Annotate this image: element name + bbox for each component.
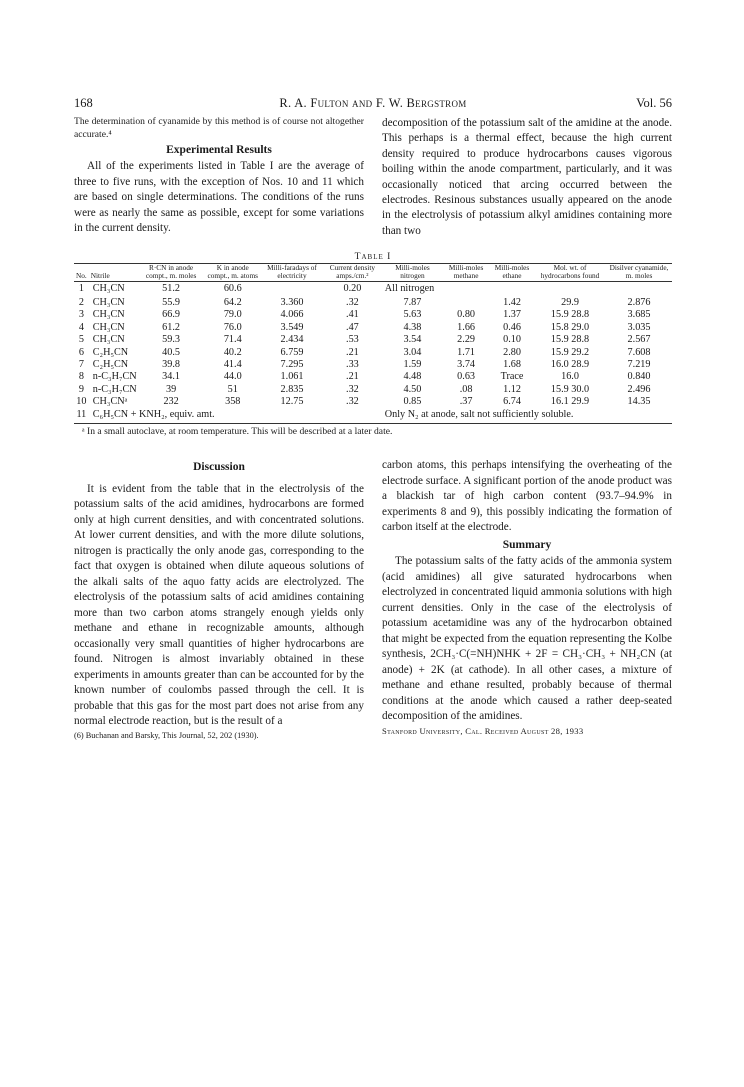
table-cell: 0.20 [343, 283, 362, 295]
table-cell: 10 [76, 396, 87, 408]
table-cell: .33 [346, 358, 359, 370]
table-cell: 61.2 [162, 321, 180, 333]
table-cell: 0.840 [627, 371, 651, 383]
column-header: R·CN in anode compt., m. moles [145, 263, 197, 280]
table-cell: n-C₃H₇CN [92, 371, 137, 383]
table-cell: 6.759 [280, 346, 304, 358]
table-cell: 2.29 [457, 334, 475, 346]
table-cell: 66.9 [162, 309, 180, 321]
table-cell [490, 282, 534, 297]
table-cell: 39 [165, 383, 177, 395]
table-cell: 3.74 [457, 358, 475, 370]
table-cell: 2.496 [627, 383, 651, 395]
table-cell: 15.9 28.8 [550, 309, 590, 321]
table-cell: 0.80 [457, 309, 475, 321]
table-cell: 2.80 [503, 346, 521, 358]
table-cell: 0.10 [503, 334, 521, 346]
table-cell [442, 282, 490, 297]
table-cell: 1.66 [457, 321, 475, 333]
table-cell: All nitrogen [384, 283, 435, 295]
table-cell: 1.59 [403, 358, 422, 370]
tar-paragraph: carbon atoms, this perhaps intensifying the overheating of the electrode surface. A significant portion of the anode product was a blackish tar of high carbon content (93.7–94.9% in experiments 8 and 9), this possibly indicating the formation of carbon itself at the electrode. [382, 459, 672, 533]
table-cell: 15.9 28.8 [550, 334, 590, 346]
table-cell: 16.0 [561, 371, 579, 383]
table-row [74, 384, 672, 396]
page-header [74, 96, 672, 116]
top-columns [74, 116, 672, 239]
table-cell [442, 297, 490, 309]
table-cell: .37 [459, 396, 473, 408]
table-cell: 1.061 [280, 371, 304, 383]
volume-label: Vol. 56 [636, 96, 672, 110]
table-cell: 34.1 [162, 371, 180, 383]
table-cell: C₂H₅CN [92, 346, 129, 358]
table-cell: 79.0 [223, 309, 242, 321]
table-cell: CH₃CN [92, 283, 125, 295]
page-number: 168 [74, 96, 93, 110]
table-cell: 76.0 [223, 321, 242, 333]
discussion-column [74, 458, 364, 741]
table-cell: C₂H₅CN [92, 358, 129, 370]
table-cell: 6.74 [503, 396, 521, 408]
section-heading-results: Experimental Results [166, 144, 272, 156]
column-header: No. [76, 270, 87, 280]
column-header: Milli-moles methane [448, 263, 484, 280]
table-row [74, 309, 672, 321]
table-cell [534, 282, 606, 297]
table-cell: 7 [78, 358, 84, 370]
table-cell: 6 [78, 346, 84, 358]
summary-column [382, 458, 672, 741]
discussion-paragraph: It is evident from the table that in the electrolysis of the potassium salts of the acid amidines, hydrocarbons are formed only at high current densities, and with concentrated solutions. At lower current densities, and with the more dilute solutions, nitrogen is practically the only anode gas, corresponding to the fact that oxygen is obtained when dilute aqueous solutions of the alkali salts of the aquo fatty acids are electrolyzed. The electrolysis of the potassium salts of acid amidines containing more than two carbon atoms strangely enough yields only methane and ethane in recognizable amounts, although occasionally very small quantities of higher hydrocarbons are found. Nitrogen is almost invariably obtained in these experiments in amounts greater than can be accounted for by the known number of coulombs passed through the cell. It is probable that this gas for the most part does not arise from any normal electrode reaction, but is the result of a [74, 482, 364, 727]
discussion-footnote: (6) Buchanan and Barsky, This Journal, 52, 202 (1930). [74, 730, 259, 740]
table-cell: 3.685 [627, 309, 651, 321]
table-cell: 60.6 [223, 283, 242, 295]
table-cell: 40.2 [223, 346, 242, 358]
table-cell: 55.9 [162, 296, 180, 308]
column-header: Milli-moles ethane [494, 263, 530, 280]
table-cell: 4.48 [403, 371, 422, 383]
table-cell: 11 [76, 408, 87, 420]
summary-paragraph: The potassium salts of the fatty acids of the ammonia system (acid amidines) all give saturated hydrocarbons when electrolyzed in concentrated liquid ammonia solutions with high current densities. Only in the case of the electrolysis of potassium acetamidine was any of the hydrocarbon obtained that might be expected from the equation representing the Kolbe synthesis, 2CH₃·C(=NH)NHK + 2F = CH₃·CH₃ + NH₂CN (at anode) + 2K (at cathode). In all other cases, a mixture of methane and ethane resulted, probably because of thermal conditions at the anode which caused a rather deep-seated decomposition of the amidines. [382, 555, 672, 722]
table-cell: 3.04 [403, 346, 422, 358]
table-cell: 15.8 29.0 [550, 321, 590, 333]
left-column [74, 116, 364, 239]
table-cell: 16.0 28.9 [550, 358, 590, 370]
table-row [74, 297, 672, 309]
table-cell: C₆H₅CN + KNH₂, equiv. amt. [92, 408, 215, 420]
table-cell: .32 [346, 296, 359, 308]
data-table [74, 263, 672, 424]
table-cell: .21 [346, 371, 359, 383]
table-cell: .21 [346, 346, 359, 358]
signoff: Stanford University, Cal. Received August 28, 1933 [382, 725, 584, 736]
table-cell: .53 [346, 334, 359, 346]
table-cell: 7.87 [403, 296, 422, 308]
table-cell: 2.876 [627, 296, 651, 308]
table-cell: 40.5 [162, 346, 180, 358]
table-cell: 3.549 [280, 321, 304, 333]
table-cell: 4.50 [403, 383, 422, 395]
table-row [74, 282, 672, 297]
column-header: Disilver cyanamide, m. moles [609, 263, 669, 280]
table-row [74, 371, 672, 383]
table-caption: Table I [354, 251, 392, 263]
table-cell: CH₃CN [92, 296, 125, 308]
table-cell: 4.066 [280, 309, 304, 321]
table-cell: .32 [346, 383, 359, 395]
table-footnote: ᵃ In a small autoclave, at room temperature. This will be described at a later date. [82, 426, 393, 437]
table-cell: 7.295 [280, 358, 304, 370]
table-cell: 16.1 29.9 [550, 396, 590, 408]
table-cell: 8 [78, 371, 84, 383]
table-cell: 3.360 [280, 296, 304, 308]
table-row [74, 359, 672, 371]
table-cell: CH₃CN [92, 334, 125, 346]
column-header: Mol. wt. of hydrocarbons found [540, 263, 600, 280]
table-cell: 1.68 [503, 358, 521, 370]
table-cell: .47 [346, 321, 359, 333]
table-cell: CH₃CN [92, 309, 125, 321]
table-cell: 2 [78, 296, 84, 308]
column-header: Milli-moles nitrogen [395, 263, 430, 280]
table-cell: 232 [163, 396, 179, 408]
table-cell: 3.54 [403, 334, 422, 346]
table-cell: 0.63 [457, 371, 475, 383]
table-cell: 0.85 [403, 396, 422, 408]
table-cell: CH₃CNᵃ [92, 396, 128, 408]
table-cell: 5.63 [403, 309, 422, 321]
table-cell: 1.42 [503, 296, 521, 308]
table-row [74, 409, 672, 424]
results-paragraph: All of the experiments listed in Table I are the average of three to five runs, with the exception of Nos. 10 and 11 which are based on single determinations. The conditions of the runs were as nearly the same as possible, except for some variations in the current density. [74, 160, 364, 235]
table-cell: 4 [78, 321, 84, 333]
running-title: R. A. Fulton and F. W. Bergstrom [279, 96, 467, 110]
table-cell: 39.8 [162, 358, 180, 370]
table-cell: 12.75 [280, 396, 304, 408]
column-header: Current density amps./cm.² [329, 263, 375, 280]
column-header: Nitrile [90, 270, 110, 280]
table-row [74, 347, 672, 359]
table-cell: 59.3 [162, 334, 180, 346]
table-row [74, 396, 672, 408]
table-cell: .32 [346, 396, 359, 408]
table-cell: 15.9 29.2 [550, 346, 590, 358]
table-cell: 51.2 [162, 283, 180, 295]
table-cell: 7.608 [627, 346, 651, 358]
table-cell: 1 [78, 283, 84, 295]
table-cell [606, 282, 672, 297]
table-cell: CH₃CN [92, 321, 125, 333]
column-header: K in anode compt., m. atoms [207, 263, 258, 280]
table-cell: 41.4 [223, 358, 242, 370]
table-body [74, 282, 672, 424]
table-cell: 1.37 [503, 309, 521, 321]
table-cell: 5 [78, 334, 84, 346]
table-row [74, 334, 672, 346]
table-cell: 71.4 [223, 334, 242, 346]
table-cell: .41 [346, 309, 359, 321]
table-cell: 2.567 [627, 334, 651, 346]
section-heading-summary: Summary [502, 538, 552, 551]
table-cell: 3 [78, 309, 84, 321]
table-cell: Only N₂ at anode, salt not sufficiently soluble. [384, 408, 574, 420]
section-heading-discussion: Discussion [193, 461, 245, 473]
table-cell: 15.9 30.0 [550, 383, 590, 395]
table-cell: 0.46 [503, 321, 521, 333]
table-cell: 7.219 [627, 358, 651, 370]
table-cell: 9 [78, 383, 84, 395]
table-cell: Trace [500, 371, 524, 383]
right-column [382, 116, 672, 239]
table-cell [262, 282, 322, 297]
decomposition-paragraph: decomposition of the potassium salt of the amidine at the anode. This perhaps is a thermal effect, because the high current density required to produce hydrocarbons causes vigorous boiling within the anode compartment, particularly, and it was occasionally noticed that arcing occurred between the electrodes. Resinous substances usually appeared on the anode in the electrolysis of potassium alkyl amidines containing more than two [382, 117, 672, 237]
table-cell: 29.9 [561, 296, 579, 308]
intro-text: The determination of cyanamide by this method is of course not altogether accurate.⁴ [74, 116, 364, 140]
table-cell: 3.035 [627, 321, 651, 333]
table-row [74, 322, 672, 334]
table-cell: 2.434 [280, 334, 304, 346]
table-cell: 51 [227, 383, 238, 395]
table-cell: 1.71 [457, 346, 475, 358]
table-cell: 2.835 [280, 383, 304, 395]
column-header: Milli-faradays of electricity [267, 263, 317, 280]
table-header-row [74, 264, 672, 282]
table-cell: 358 [225, 396, 241, 408]
table-cell: 64.2 [223, 296, 242, 308]
table-cell: 4.38 [403, 321, 422, 333]
table-cell: 44.0 [223, 371, 242, 383]
table-cell: .08 [459, 383, 473, 395]
bottom-columns [74, 458, 672, 741]
journal-page [74, 96, 672, 741]
table-cell: 14.35 [627, 396, 651, 408]
table-cell: 1.12 [503, 383, 521, 395]
table-cell: n-C₃H₇CN [92, 383, 137, 395]
